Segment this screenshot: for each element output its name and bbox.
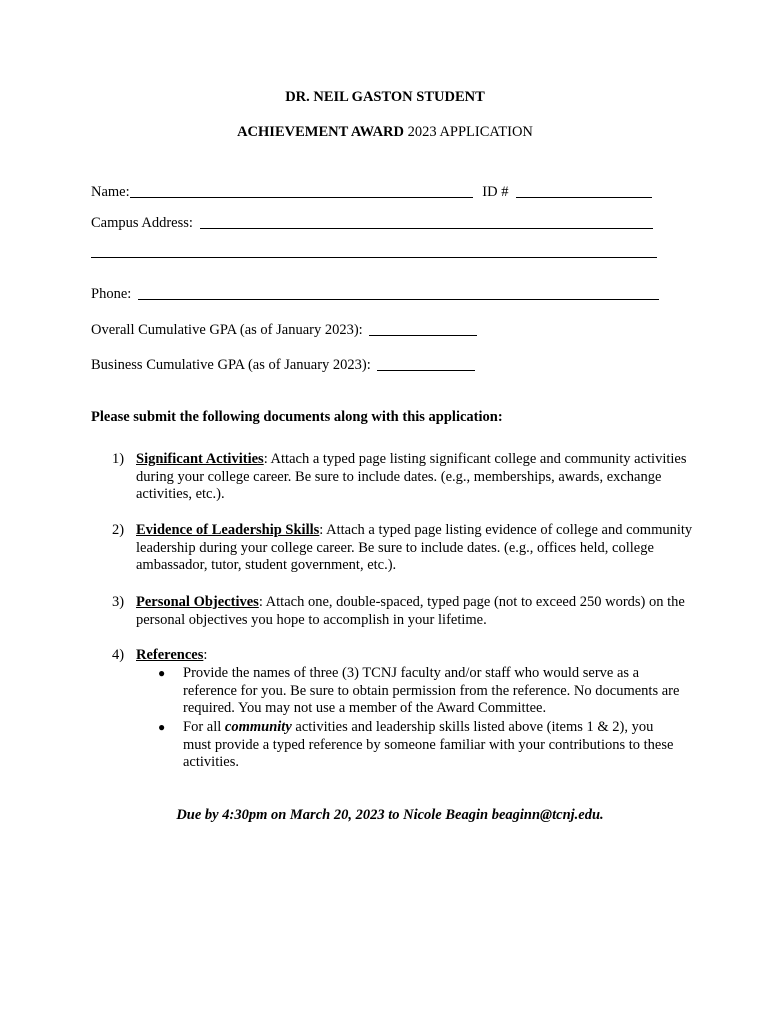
item-number: 2) (112, 522, 125, 538)
id-field[interactable] (516, 183, 652, 198)
item-title: References (136, 647, 204, 663)
item-text: : Attach one, double-spaced, typed page (not to exceed 250 words) on the personal objectives you hope to accomplish in your lifetime. (136, 594, 685, 628)
campus-address-field-2[interactable] (91, 243, 657, 258)
due-date-notice: Due by 4:30pm on March 20, 2023 to Nicole Beagin beaginn@tcnj.edu. (176, 807, 604, 823)
item-number: 3) (112, 594, 125, 610)
id-label: ID # (482, 184, 509, 200)
reference-bullet-text: Provide the names of three (3) TCNJ faculty and/or staff who would serve as a reference for you. Be sure to obtain permission from the reference. No documents are required. You may not use a member of the Award Committee. (183, 665, 680, 717)
title-rest-part: 2023 APPLICATION (404, 124, 533, 140)
bullet-text-pre: For all (183, 719, 225, 735)
item-title: Significant Activities (136, 451, 264, 467)
item-number: 1) (112, 451, 125, 467)
item-text: : (203, 647, 208, 663)
item-number: 4) (112, 647, 125, 663)
overall-gpa-label: Overall Cumulative GPA (as of January 2023): (91, 322, 363, 338)
bullet-icon: ● (158, 720, 166, 734)
name-field[interactable] (130, 183, 473, 198)
business-gpa-label: Business Cumulative GPA (as of January 2023): (91, 357, 371, 373)
document-title-line-1: DR. NEIL GASTON STUDENT (285, 89, 485, 105)
document-title-line-2 (0, 124, 770, 141)
item-title: Evidence of Leadership Skills (136, 522, 320, 538)
bullet-text-emphasis: community (224, 719, 292, 735)
item-text: : Attach a typed page listing evidence of college and community leadership during your college career. Be sure to include dates. (e.g., offices held, college ambassador, tutor, student government, etc.). (136, 522, 693, 574)
instructions-heading: Please submit the following documents along with this application: (91, 409, 503, 425)
title-bold-part: ACHIEVEMENT AWARD (237, 124, 404, 140)
name-label: Name: (91, 184, 130, 200)
name-row (91, 183, 652, 201)
business-gpa-row (91, 356, 475, 374)
overall-gpa-row (91, 321, 477, 339)
campus-address-field[interactable] (200, 214, 653, 229)
bullet-text-post: activities and leadership skills listed above (items 1 & 2), you must provide a typed reference by someone familiar with your contributions to these activities. (183, 719, 674, 771)
item-text: : Attach a typed page listing significant college and community activities during your college career. Be sure to include dates. (e.g., memberships, awards, exchange activities, etc.). (136, 451, 687, 503)
overall-gpa-field[interactable] (369, 321, 477, 336)
item-title: Personal Objectives (136, 594, 259, 610)
reference-bullet-text (183, 719, 683, 772)
campus-address-row-2 (91, 243, 657, 261)
campus-address-label: Campus Address: (91, 215, 193, 231)
bullet-icon: ● (158, 666, 166, 680)
phone-field[interactable] (138, 285, 659, 300)
phone-row (91, 285, 659, 303)
campus-address-row (91, 214, 653, 232)
phone-label: Phone: (91, 286, 132, 302)
business-gpa-field[interactable] (377, 356, 475, 371)
